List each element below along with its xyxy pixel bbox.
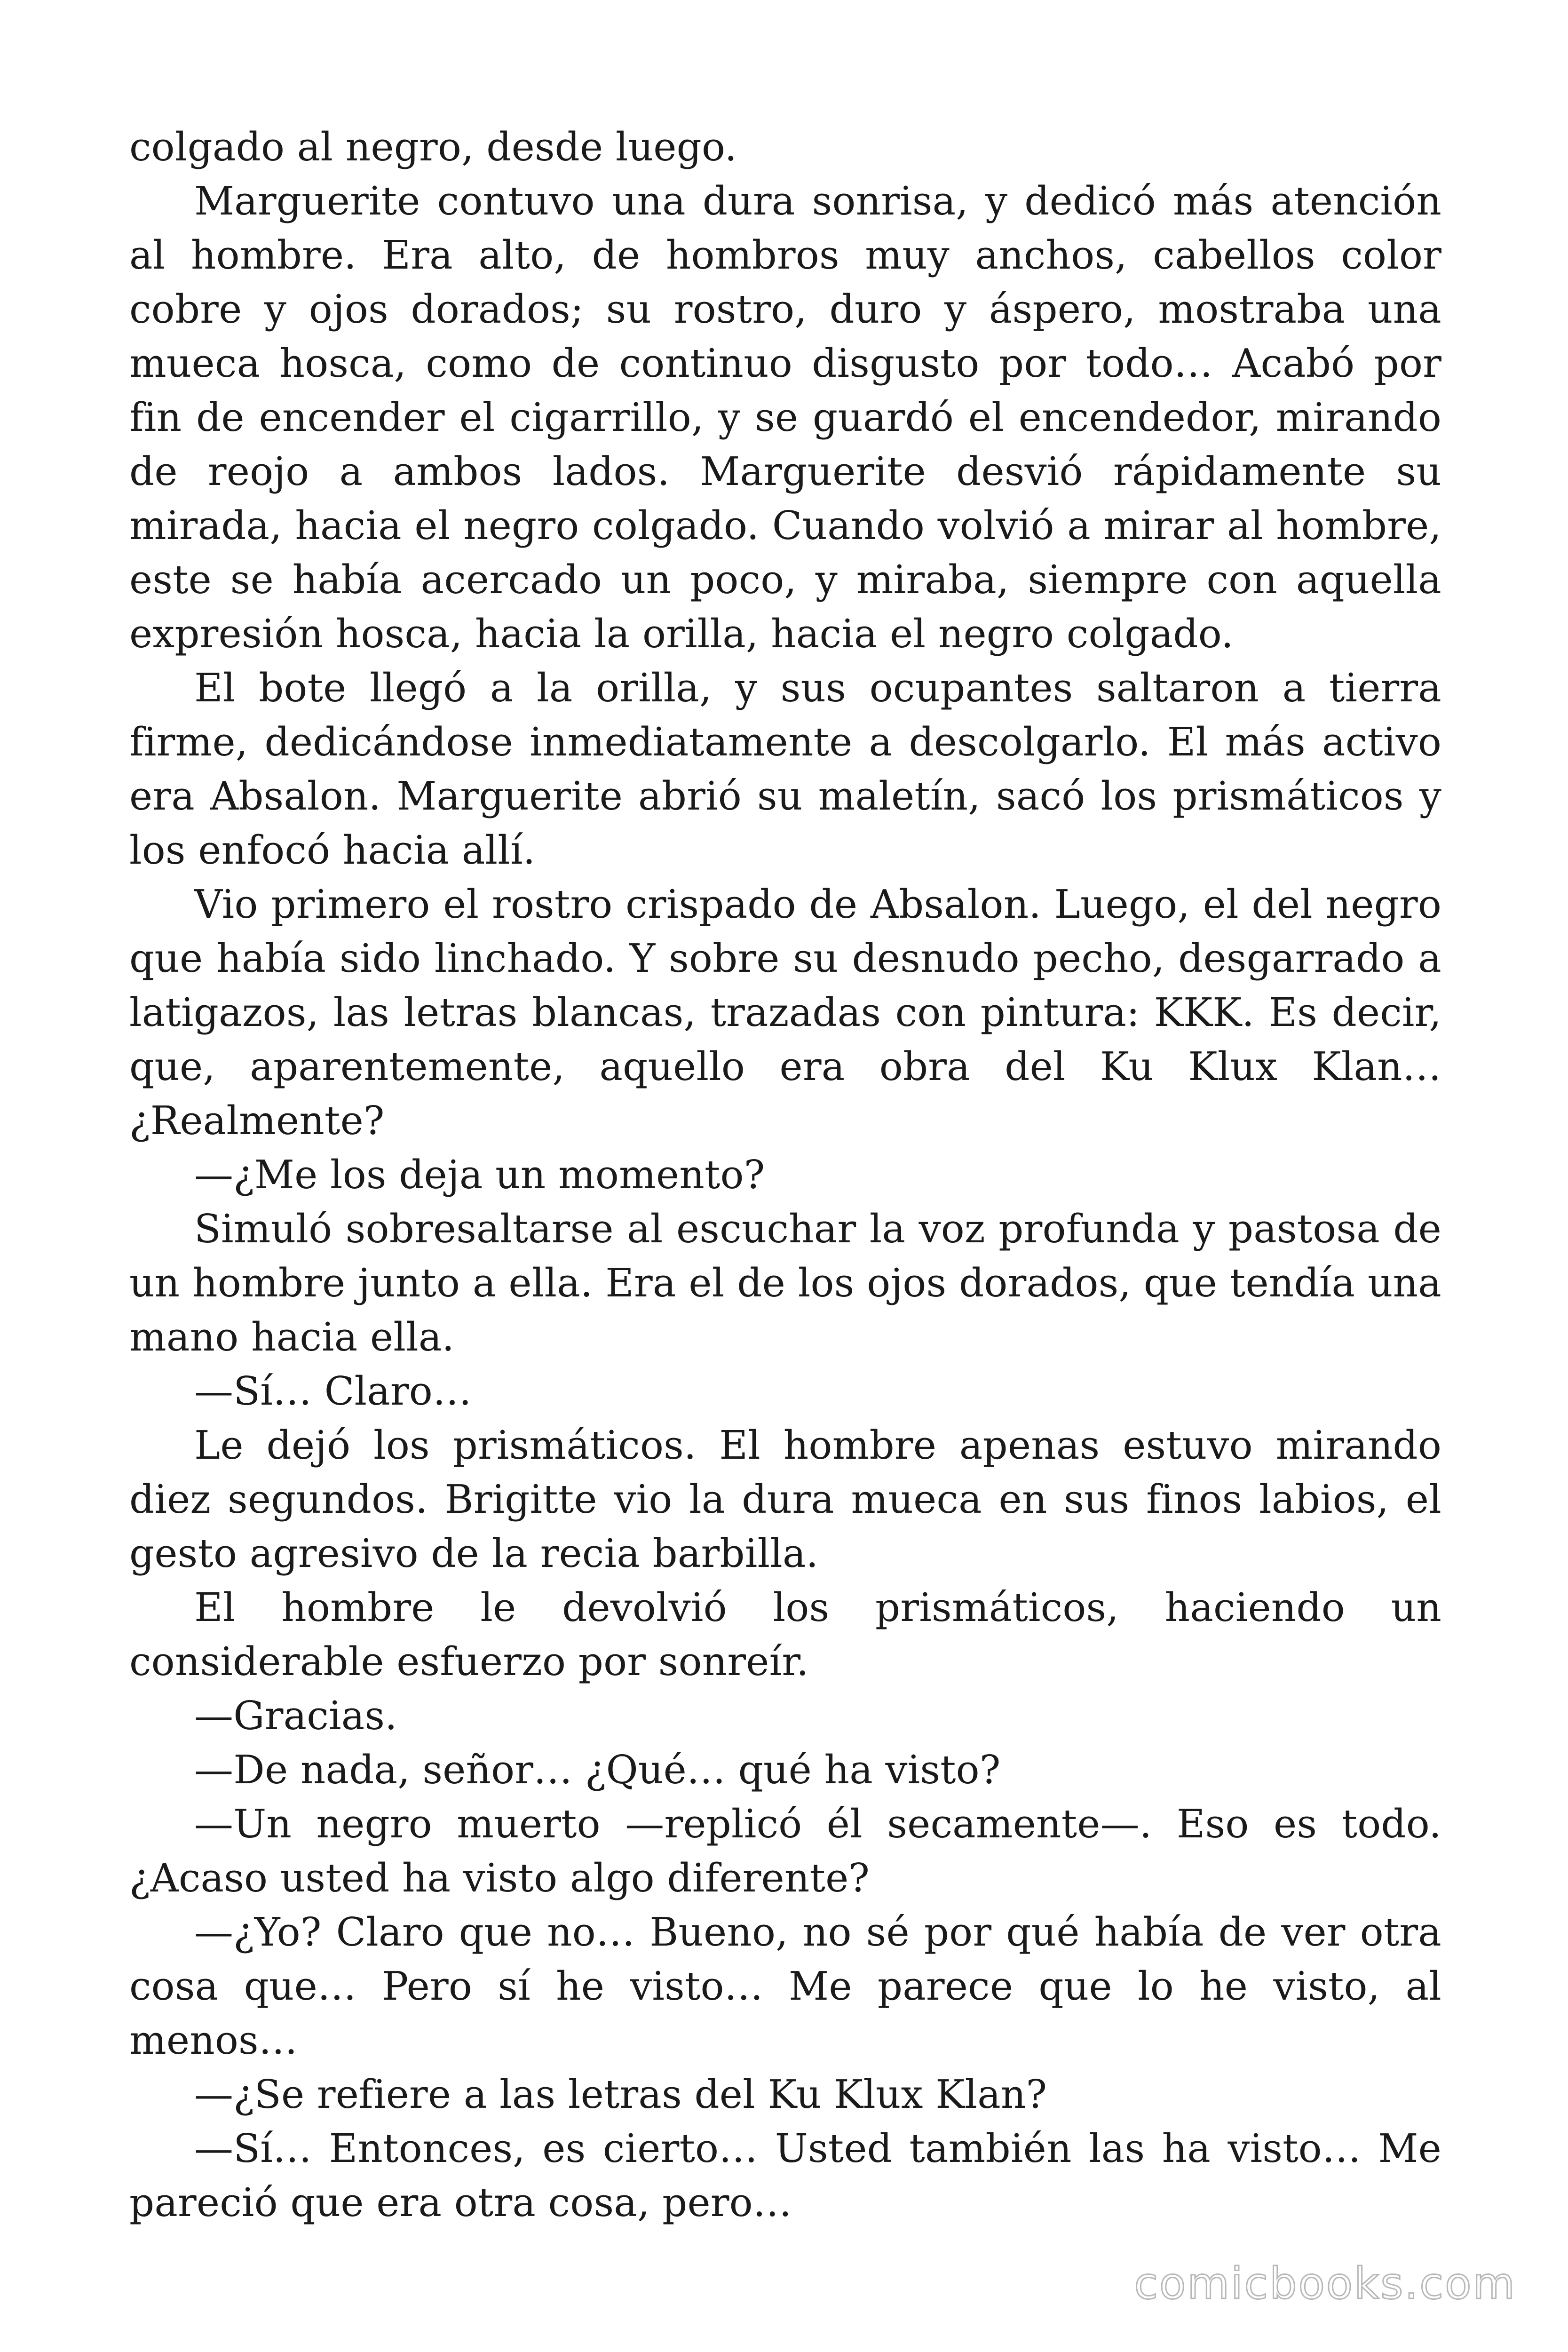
paragraph: El hombre le devolvió los prismáticos, haciendo un considerable esfuerzo por sonreír. xyxy=(129,1585,1441,1685)
dialogue-line: —De nada, señor… ¿Qué… qué ha visto? xyxy=(194,1747,1001,1793)
dialogue-line: —Un negro muerto —replicó él secamente—. Eso es todo. ¿Acaso usted ha visto algo diferente? xyxy=(129,1801,1441,1901)
paragraph: Vio primero el rostro crispado de Absalon. Luego, el del negro que había sido linchado. Y sobre su desnudo pecho, desgarrado a latigazos, las letras blancas, trazadas con pintura: KKK. Es decir, que, aparentemente, aquello era obra del Ku Klux Klan… ¿Realmente? xyxy=(129,882,1441,1144)
paragraph: colgado al negro, desde luego. xyxy=(129,124,737,170)
dialogue-line: —¿Yo? Claro que no… Bueno, no sé por qué había de ver otra cosa que… Pero sí he visto… Me parece que lo he visto, al menos… xyxy=(129,1909,1441,2063)
watermark-text: comicbooks.com xyxy=(1134,2258,1516,2309)
paragraph: Simuló sobresaltarse al escuchar la voz profunda y pastosa de un hombre junto a ella. Era el de los ojos dorados, que tendía una mano hacia ella. xyxy=(129,1206,1441,1360)
dialogue-line: —¿Se refiere a las letras del Ku Klux Klan? xyxy=(194,2072,1047,2117)
paragraph: El bote llegó a la orilla, y sus ocupantes saltaron a tierra firme, dedicándose inmediatamente a descolgarlo. El más activo era Absalon. Marguerite abrió su maletín, sacó los prismáticos y los enfocó hacia allí. xyxy=(129,665,1441,873)
dialogue-line: —¿Me los deja un momento? xyxy=(194,1152,765,1198)
paragraph: Marguerite contuvo una dura sonrisa, y dedicó más atención al hombre. Era alto, de hombros muy anchos, cabellos color cobre y ojos dorados; su rostro, duro y áspero, mostraba una mueca hosca, como de continuo disgusto por todo… Acabó por fin de encender el cigarrillo, y se guardó el encendedor, mirando de reojo a ambos lados. Marguerite desvió rápidamente su mirada, hacia el negro colgado. Cuando volvió a mirar al hombre, este se había acercado un poco, y miraba, siempre con aquella expresión hosca, hacia la orilla, hacia el negro colgado. xyxy=(129,178,1441,657)
dialogue-line: —Sí… Claro… xyxy=(194,1368,472,1414)
dialogue-line: —Sí… Entonces, es cierto… Usted también las ha visto… Me pareció que era otra cosa, pero… xyxy=(129,2126,1441,2225)
dialogue-line: —Gracias. xyxy=(194,1693,397,1739)
book-page-text xyxy=(129,120,1441,2230)
paragraph: Le dejó los prismáticos. El hombre apenas estuvo mirando diez segundos. Brigitte vio la dura mueca en sus finos labios, el gesto agresivo de la recia barbilla. xyxy=(129,1422,1441,1576)
